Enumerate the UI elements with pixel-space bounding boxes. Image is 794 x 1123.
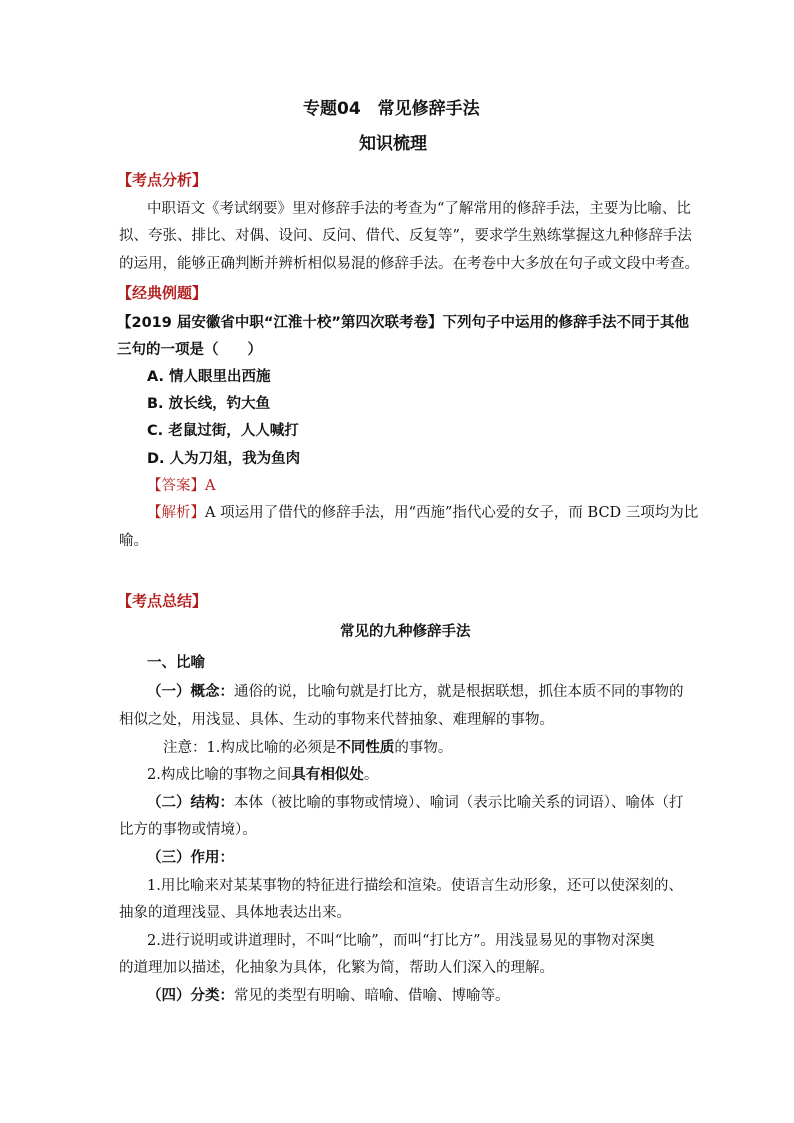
explanation-line: 喻。 [119, 533, 148, 549]
summary-center-title: 常见的九种修辞手法 [340, 624, 471, 640]
section-title-metaphor: 一、比喻 [147, 655, 205, 671]
concept-label: （一）概念： [147, 683, 234, 700]
note1-suffix: 的事物。 [394, 740, 453, 756]
concept-line [147, 682, 684, 702]
example-question-line: 【2019 届安徽省中职“江淮十校”第四次联考卷】下列句子中运用的修辞手法不同于其他 [117, 315, 689, 331]
summary-heading: 【考点总结】 [117, 592, 208, 610]
structure-label: （二）结构： [147, 794, 234, 811]
option-d: D. 人为刀俎，我为鱼肉 [147, 451, 301, 467]
note1-prefix: 注意：1.构成比喻的必须是 [163, 740, 337, 756]
analysis-line: 中职语文《考试纲要》里对修辞手法的考查为“了解常用的修辞手法，主要为比喻、比 [147, 201, 691, 217]
option-a: A. 情人眼里出西施 [147, 369, 271, 385]
note2-prefix: 2.构成比喻的事物之间 [147, 767, 292, 783]
function-line: 2.进行说明或讲道理时，不叫“比喻”，而叫“打比方”。用浅显易见的事物对深奥 [147, 933, 655, 949]
function-line: 的道理加以描述，化抽象为具体，化繁为简，帮助人们深入的理解。 [119, 960, 554, 976]
concept-line: 相似之处，用浅显、具体、生动的事物来代替抽象、难理解的事物。 [119, 712, 554, 728]
structure-line [147, 793, 684, 813]
category-text: 常见的类型有明喻、暗喻、借喻、博喻等。 [234, 988, 510, 1004]
option-b: B. 放长线，钓大鱼 [147, 396, 271, 412]
analysis-heading: 【考点分析】 [117, 171, 208, 189]
option-c: C. 老鼠过街，人人喊打 [147, 423, 299, 439]
note-line [147, 765, 378, 785]
category-line [147, 986, 510, 1006]
note2-suffix: 。 [363, 767, 379, 783]
answer-line [147, 476, 215, 496]
structure-text: 本体（被比喻的事物或情境）、喻词（表示比喻关系的词语）、喻体（打 [234, 795, 684, 811]
function-line: 1.用比喻来对某某事物的特征进行描绘和渲染。使语言生动形象，还可以使深刻的、 [147, 878, 683, 894]
function-line: 抽象的道理浅显、具体地表达出来。 [119, 905, 351, 921]
function-label: （三）作用： [147, 849, 234, 866]
explanation-line [147, 503, 698, 523]
answer-value: A [205, 478, 216, 494]
note1-bold: 不同性质 [336, 739, 395, 756]
analysis-line: 的运用，能够正确判断并辨析相似易混的修辞手法。在考卷中大多放在句子或文段中考查。 [119, 256, 699, 272]
explanation-text: A 项运用了借代的修辞手法，用“西施”指代心爱的女子，而 BCD 三项均为比 [205, 505, 699, 521]
concept-text: 通俗的说，比喻句就是打比方，就是根据联想，抓住本质不同的事物的 [234, 684, 684, 700]
analysis-line: 拟、夸张、排比、对偶、设问、反问、借代、反复等”，要求学生熟练掌握这九种修辞手法 [119, 228, 692, 244]
example-heading: 【经典例题】 [117, 284, 208, 302]
page-subtitle: 知识梳理 [359, 134, 427, 154]
note2-bold: 具有相似处 [291, 766, 364, 783]
example-question-line: 三句的一项是（ ） [117, 342, 262, 358]
answer-label: 【答案】 [147, 478, 205, 494]
page-title: 专题04 常见修辞手法 [303, 99, 480, 119]
category-label: （四）分类： [147, 987, 234, 1004]
structure-line: 比方的事物或情境）。 [119, 822, 257, 838]
note-line [163, 738, 452, 758]
explanation-label: 【解析】 [147, 505, 205, 521]
